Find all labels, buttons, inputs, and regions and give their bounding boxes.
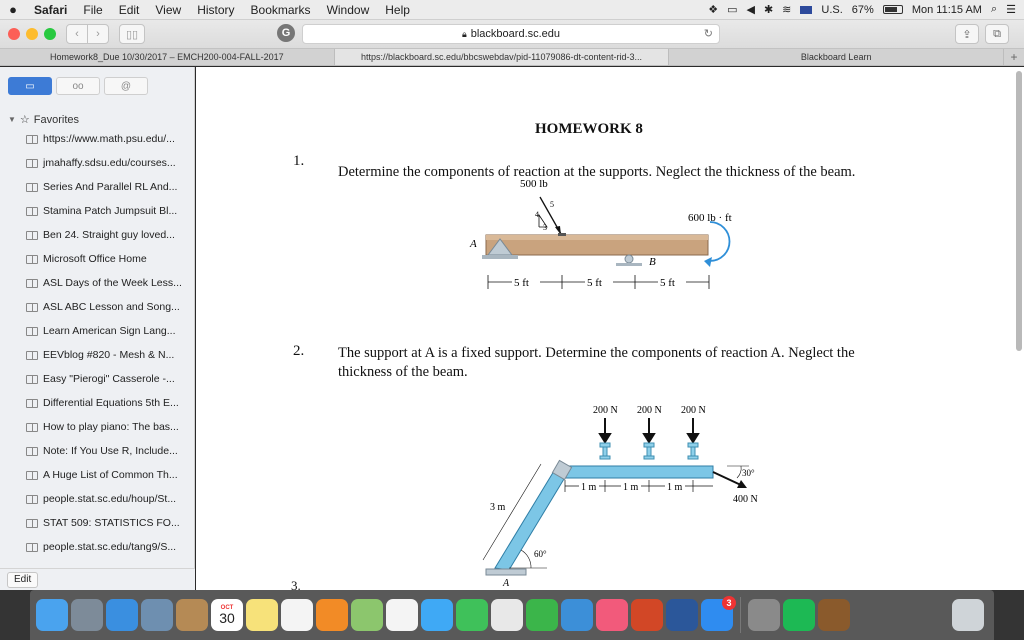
facetime-icon[interactable] (456, 599, 488, 631)
fig1-load-plate (558, 233, 566, 236)
address-bar[interactable] (302, 24, 720, 44)
fig1-moment-arc (710, 222, 730, 261)
bookmark-label: Stamina Patch Jumpsuit Bl... (43, 205, 178, 217)
menu-window[interactable]: Window (326, 2, 370, 17)
question-2-number: 2. (293, 343, 305, 359)
bookmarks-sidebar (0, 67, 195, 590)
bookmark-label: A Huge List of Common Th... (43, 469, 178, 481)
reminders-icon[interactable] (281, 599, 313, 631)
bookmark-item[interactable] (0, 511, 194, 535)
fig1-ground-a (482, 255, 518, 259)
airplay-icon[interactable]: ▭ (727, 4, 738, 16)
trash-icon[interactable] (952, 599, 984, 631)
question-2-text: The support at A is a fixed support. Determine the components of reaction A. Neglect the thickness of the beam. (338, 345, 855, 380)
fig2-dim-2: 1 m (623, 482, 639, 493)
fig1-roller-b (625, 255, 633, 263)
shared-links-tab[interactable]: @ (104, 77, 148, 95)
clock[interactable]: Mon 11:15 AM (911, 3, 982, 16)
tab-blackboard-learn[interactable]: Blackboard Learn (669, 49, 1004, 65)
bookmark-item[interactable] (0, 247, 194, 271)
book-icon (26, 135, 38, 144)
pdf-document-view[interactable] (196, 67, 1024, 590)
star-icon: ☆ (19, 114, 30, 126)
page-title: HOMEWORK 8 (535, 121, 643, 137)
bookmark-label: Ben 24. Straight guy loved... (43, 229, 175, 241)
fig2-load-3-label: 200 N (681, 405, 706, 416)
appstore-icon[interactable] (701, 599, 733, 631)
book-icon (26, 471, 38, 480)
bookmark-label: https://www.math.psu.edu/... (43, 133, 175, 145)
fig2-angle-label: 60° (534, 549, 547, 559)
book-icon (26, 543, 38, 552)
menu-view[interactable]: View (155, 2, 182, 17)
bookmark-label: people.stat.sc.edu/tang9/S... (43, 541, 177, 553)
fig1-label-a: A (470, 238, 477, 250)
menu-bar (0, 0, 1024, 20)
edit-bookmarks-button[interactable]: Edit (7, 572, 38, 588)
minimize-window-button[interactable] (26, 28, 38, 40)
contacts-icon[interactable] (176, 599, 208, 631)
dock-shelf (30, 590, 994, 640)
spotify-icon[interactable] (783, 599, 815, 631)
bookmark-item[interactable] (0, 343, 194, 367)
word-icon[interactable] (666, 599, 698, 631)
book-icon (26, 279, 38, 288)
book-icon (26, 303, 38, 312)
fig1-slope-3: 3 (543, 223, 547, 232)
status-area (708, 3, 1024, 16)
tab-pdf[interactable]: https://blackboard.sc.edu/bbcswebdav/pid-11079086-dt-content-rid-3... (335, 49, 670, 65)
bookmark-label: EEVblog #820 - Mesh & N... (43, 349, 175, 361)
bookmark-label: jmahaffy.sdsu.edu/courses... (43, 157, 176, 169)
flag-icon (800, 6, 812, 14)
notes-icon[interactable] (246, 599, 278, 631)
bookmark-item[interactable] (0, 295, 194, 319)
dock-separator (740, 597, 741, 633)
browser-toolbar (0, 20, 1024, 48)
notification-center-icon[interactable]: ☰ (1006, 4, 1016, 16)
book-icon (26, 207, 38, 216)
fig1-slope-5: 5 (550, 200, 554, 209)
fig2-load-1-label: 200 N (593, 405, 618, 416)
bookmark-item[interactable] (0, 199, 194, 223)
fig2-fixed-support (486, 569, 526, 575)
fig2-load-arrows (600, 418, 698, 442)
numbers-icon[interactable] (526, 599, 558, 631)
bookmark-item[interactable] (0, 175, 194, 199)
keynote-icon[interactable] (561, 599, 593, 631)
book-icon (26, 519, 38, 528)
ibooks-icon[interactable] (316, 599, 348, 631)
textedit-icon[interactable] (491, 599, 523, 631)
bookmark-label: ASL Days of the Week Less... (43, 277, 182, 289)
fig1-ground-b (616, 263, 642, 266)
fig2-inclined-member (495, 466, 567, 570)
fig1-dim-3: 5 ft (660, 277, 675, 289)
book-icon (26, 183, 38, 192)
lock-icon: 🔒︎ (461, 28, 467, 39)
fig2-force-arrow (713, 472, 743, 486)
bookmark-list (0, 126, 194, 559)
google-extension-button[interactable]: G (277, 24, 295, 42)
fig2-posts (600, 443, 698, 459)
calendar-icon[interactable] (211, 599, 243, 631)
fig2-label-a: A (503, 578, 510, 589)
fig2-dim-3: 1 m (667, 482, 683, 493)
powerpoint-icon[interactable] (631, 599, 663, 631)
fig2-force-label: 400 N (733, 494, 758, 505)
menu-history[interactable]: History (197, 2, 235, 17)
fig2-angle-arc (521, 550, 531, 568)
fig1-moment-label: 600 lb · ft (688, 212, 732, 224)
bookmark-item[interactable] (0, 223, 194, 247)
bookmark-label: How to play piano: The bas... (43, 421, 179, 433)
fig1-dim-2: 5 ft (587, 277, 602, 289)
fig1-label-b: B (649, 256, 656, 268)
fig2-horizontal-beam (557, 466, 713, 478)
fig2-length-label: 3 m (490, 502, 506, 513)
bookmark-label: Series And Parallel RL And... (43, 181, 178, 193)
book-icon (26, 159, 38, 168)
close-window-button[interactable] (8, 28, 20, 40)
messages-icon[interactable] (421, 599, 453, 631)
fig2-angle2-label: 30° (742, 468, 755, 478)
figure-2-frame (481, 400, 781, 590)
book-icon (26, 327, 38, 336)
scrollbar-thumb[interactable] (1016, 71, 1022, 351)
music-icon[interactable] (596, 599, 628, 631)
launchpad-icon[interactable] (71, 599, 103, 631)
book-icon (26, 351, 38, 360)
sidebar-footer (0, 568, 195, 590)
book-icon (26, 375, 38, 384)
input-language[interactable]: U.S. (821, 3, 843, 16)
bookmark-label: Note: If You Use R, Include... (43, 445, 178, 457)
question-3-number: 3. (291, 581, 301, 590)
share-button[interactable]: ⇪ (955, 24, 979, 44)
menu-bookmarks[interactable]: Bookmarks (250, 2, 311, 17)
bookmark-label: ASL ABC Lesson and Song... (43, 301, 180, 313)
figure-1-beam (466, 177, 746, 302)
reading-list-tab[interactable]: oo (56, 77, 100, 95)
wifi-icon[interactable]: ≋ (782, 4, 792, 16)
fig1-moment-arrowhead (704, 257, 712, 267)
sidebar-tabs (0, 67, 194, 103)
volume-icon[interactable]: ◀ (746, 4, 755, 16)
battery-icon[interactable] (883, 5, 903, 14)
calendar-month: OCT (220, 605, 234, 611)
sidebar-toggle-button[interactable]: ▯▯ (119, 24, 145, 44)
book-icon (26, 495, 38, 504)
bookmark-label: Learn American Sign Lang... (43, 325, 176, 337)
bookmark-item[interactable] (0, 439, 194, 463)
forward-button[interactable]: › (87, 24, 109, 44)
bookmark-item[interactable] (0, 271, 194, 295)
battery-percent[interactable]: 67% (851, 3, 874, 16)
guitar-icon[interactable] (818, 599, 850, 631)
appstore-badge: 3 (722, 596, 736, 610)
fig2-load-2-label: 200 N (637, 405, 662, 416)
bookmark-item[interactable] (0, 127, 194, 151)
bookmark-item[interactable] (0, 391, 194, 415)
fig1-dim-1: 5 ft (514, 277, 529, 289)
zoom-window-button[interactable] (44, 28, 56, 40)
back-button[interactable]: ‹ (66, 24, 88, 44)
book-icon (26, 423, 38, 432)
menu-help[interactable]: Help (385, 2, 410, 17)
question-1-number: 1. (293, 153, 305, 169)
fig1-force-label: 500 lb (520, 178, 548, 190)
book-icon (26, 447, 38, 456)
bookmark-item[interactable] (0, 463, 194, 487)
favorites-folder[interactable] (0, 103, 194, 126)
bookmark-item[interactable] (0, 151, 194, 175)
book-icon (26, 399, 38, 408)
book-icon (26, 231, 38, 240)
menu-safari[interactable]: Safari (34, 2, 68, 17)
new-tab-button[interactable]: + (1010, 50, 1018, 64)
calendar-day: 30 (219, 610, 235, 626)
address-text: blackboard.sc.edu (470, 28, 561, 40)
dock (0, 590, 1024, 640)
menu-edit[interactable]: Edit (118, 2, 140, 17)
bookmark-label: people.stat.sc.edu/houp/St... (43, 493, 177, 505)
menu-file[interactable]: File (83, 2, 103, 17)
bookmark-item[interactable] (0, 367, 194, 391)
maps-icon[interactable] (351, 599, 383, 631)
question-1-text: Determine the components of reaction at the supports. Neglect the thickness of the beam. (338, 164, 856, 180)
bookmark-label: Microsoft Office Home (43, 253, 147, 265)
preview-icon[interactable] (141, 599, 173, 631)
bookmark-item[interactable] (0, 535, 194, 559)
book-icon (26, 255, 38, 264)
fig1-beam-highlight (486, 235, 708, 240)
photos-icon[interactable] (386, 599, 418, 631)
show-tabs-button[interactable]: ⧉ (985, 24, 1009, 44)
favorites-label: Favorites (33, 113, 80, 126)
safari-icon[interactable] (106, 599, 138, 631)
finder-icon[interactable] (36, 599, 68, 631)
spotlight-icon[interactable]: ⌕ (990, 3, 998, 15)
bookmark-label: Differential Equations 5th E... (43, 397, 179, 409)
bookmark-item[interactable] (0, 487, 194, 511)
bookmark-label: STAT 509: STATISTICS FO... (43, 517, 180, 529)
fig2-dim-1: 1 m (581, 482, 597, 493)
apple-icon[interactable]: ● (9, 2, 17, 17)
tab-homework8[interactable]: Homework8_Due 10/30/2017 – EMCH200-004-FALL-2017 (0, 49, 335, 65)
bluetooth-icon[interactable]: ✱ (763, 4, 774, 16)
fig2-angle2-arc (737, 466, 741, 478)
tab-bar (0, 48, 1024, 66)
fig1-slope-4: 4 (535, 210, 539, 219)
dropbox-icon[interactable]: ❖ (708, 4, 719, 16)
bookmark-item[interactable] (0, 319, 194, 343)
bookmarks-tab[interactable]: ▭ (8, 77, 52, 95)
bookmark-label: Easy "Pierogi" Casserole -... (43, 373, 175, 385)
system-preferences-icon[interactable] (748, 599, 780, 631)
reload-icon[interactable]: ↻ (703, 28, 713, 40)
bookmark-item[interactable] (0, 415, 194, 439)
disclosure-triangle-icon[interactable]: ▼ (8, 115, 16, 124)
